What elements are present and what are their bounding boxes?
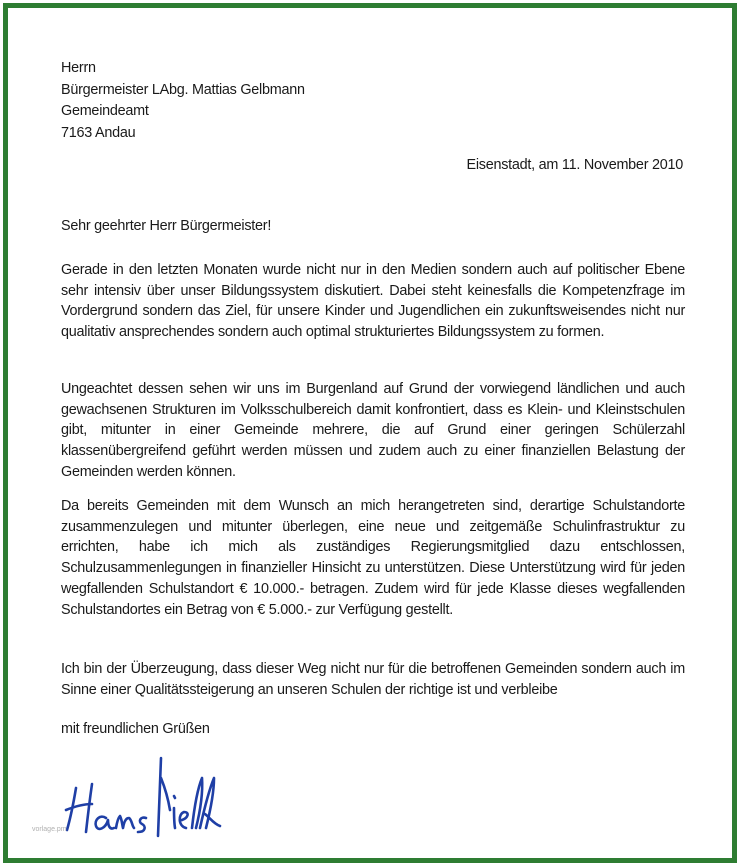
recipient-line-3: Gemeindeamt: [61, 103, 149, 119]
recipient-line-1: Herrn: [61, 60, 96, 76]
watermark: vorlage.pm: [32, 826, 67, 833]
letter-date: Eisenstadt, am 11. November 2010: [466, 157, 683, 173]
recipient-line-4: 7163 Andau: [61, 124, 136, 141]
paragraph-1: Gerade in den letzten Monaten wurde nicht nur in den Medien sondern auch auf politischer Ebene sehr intensiv über unser Bildungssystem diskutiert. Dabei steht keinesfalls die Kompetenzfrage im Vordergrund sondern das Ziel, für unsere Kinder und Jugendlichen ein zukunftsweisendes nicht nur qualitativ ansprechendes sondern auch optimal strukturiertes Bildungssystem zu formen.: [61, 262, 685, 341]
salutation: Sehr geehrter Herr Bürgermeister!: [61, 218, 272, 234]
closing-phrase: mit freundlichen Grüßen: [61, 721, 210, 737]
paragraph-3: Da bereits Gemeinden mit dem Wunsch an mich herangetreten sind, derartige Schulstandorte zusammenzulegen und mitunter überlegen, eine neue und zeitgemäße Schulinfrastruktur zu errichten, habe ich mich als zuständiges Regierungsmitglied dazu entschlossen, Schulzusammenlegungen in finanzieller Hinsicht zu unterstützen. Diese Unterstützung wird für jeden wegfallenden Schulstandort € 10.000.- betragen. Zudem wird für jede Klasse dieses wegfallenden Schulstandortes ein Betrag von € 5.000.- zur Verfügung gestellt.: [61, 498, 685, 618]
recipient-line-2: Bürgermeister LAbg. Mattias Gelbmann: [61, 81, 305, 98]
paragraph-4: Ich bin der Überzeugung, dass dieser Weg nicht nur für die betroffenen Gemeinden sondern auch im Sinne einer Qualitätssteigerung an unseren Schulen der richtige ist und verbleibe: [61, 661, 685, 698]
handwritten-signature: [62, 748, 222, 848]
paragraph-2: Ungeachtet dessen sehen wir uns im Burgenland auf Grund der vorwiegend ländlichen und auch gewachsenen Strukturen im Volksschulbereich damit konfrontiert, dass es Klein- und Kleinstschulen gibt, mitunter in einer Gemeinde mehrere, die auf Grund einer geringen Schülerzahl klassenübergreifend geführt werden müssen und zudem auch zu einer finanziellen Belastung der Gemeinden werden können.: [61, 381, 685, 480]
recipient-address: [61, 58, 305, 144]
